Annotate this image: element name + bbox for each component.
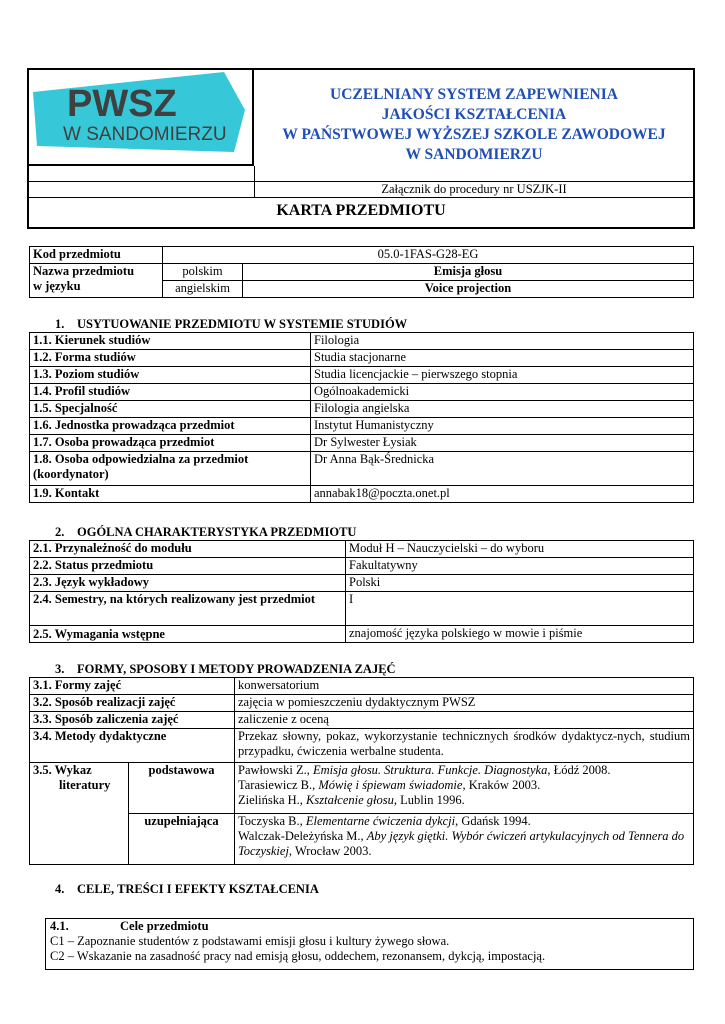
institution-title <box>255 85 693 165</box>
lit-rest: , Kraków 2003. <box>462 778 541 792</box>
institution-line: W PAŃSTWOWEJ WYŻSZEJ SZKOLE ZAWODOWEJ <box>282 126 666 143</box>
subject-table <box>29 246 694 298</box>
section-4-table <box>45 918 694 970</box>
document-title: KARTA PRZEDMIOTU <box>276 202 446 219</box>
lit-author: Zielińska H., <box>238 793 307 807</box>
lit-author: Walczak-Deleżyńska M., <box>238 829 367 843</box>
row-label: 1.2. Forma studiów <box>30 350 311 367</box>
pwsz-logo <box>29 70 252 164</box>
row-value: Instytut Humanistyczny <box>311 418 694 435</box>
row-value: znajomość języka polskiego w mowie i piśmie <box>346 626 694 643</box>
lang-english: angielskim <box>163 281 243 298</box>
subject-code-value: 05.0-1FAS-G28-EG <box>163 247 694 264</box>
subject-name-label <box>30 264 163 298</box>
row-value: Dr Sylwester Łysiak <box>311 435 694 452</box>
row-value: Ogólnoakademicki <box>311 384 694 401</box>
section-title: OGÓLNA CHARAKTERYSTYKA PRZEDMIOTU <box>77 525 357 539</box>
lit-author: Pawłowski Z., <box>238 763 313 777</box>
goals-number: 4.1. <box>50 919 69 933</box>
section-2-table <box>29 540 694 643</box>
lit-title: Aby język giętki. Wybór ćwiczeń artykulacyjnych od Tennera do Toczyskiej <box>238 829 685 858</box>
literature-entry <box>238 778 690 793</box>
goals-label: Cele przedmiotu <box>120 919 209 933</box>
row-value: zajęcia w pomieszczeniu dydaktycznym PWSZ <box>235 695 694 712</box>
row-value: zaliczenie z oceną <box>235 712 694 729</box>
lit-author: Toczyska B., <box>238 814 306 828</box>
row-label: 1.9. Kontakt <box>30 486 311 503</box>
section-title: FORMY, SPOSOBY I METODY PROWADZENIA ZAJĘĆ <box>77 662 396 676</box>
row-label: 3.3. Sposób zaliczenia zajęć <box>30 712 235 729</box>
row-label: 1.4. Profil studiów <box>30 384 311 401</box>
literature-label-line: literatury <box>59 778 111 792</box>
row-label: 1.7. Osoba prowadząca przedmiot <box>30 435 311 452</box>
section-1-table <box>29 332 694 503</box>
row-label: 1.5. Specjalność <box>30 401 311 418</box>
attachment-note: Załącznik do procedury nr USZJK-II <box>381 182 567 196</box>
row-value: Filologia angielska <box>311 401 694 418</box>
lit-title: Emisja głosu. Struktura. Funkcje. Diagnostyka <box>313 763 548 777</box>
lit-rest: , Lublin 1996. <box>393 793 465 807</box>
literature-extra-label: uzupełniająca <box>129 814 235 865</box>
row-label: 2.5. Wymagania wstępne <box>30 626 346 643</box>
literature-basic-label: podstawowa <box>129 763 235 814</box>
row-value: I <box>346 592 694 626</box>
subject-name-label-line: w języku <box>33 279 81 293</box>
section-number: 1. <box>55 317 65 331</box>
row-label: 1.8. Osoba odpowiedzialna za przedmiot (koordynator) <box>30 452 311 486</box>
row-label: 1.1. Kierunek studiów <box>30 333 311 350</box>
row-label: 1.6. Jednostka prowadząca przedmiot <box>30 418 311 435</box>
institution-line: UCZELNIANY SYSTEM ZAPEWNIENIA <box>330 86 618 103</box>
row-label: 2.3. Język wykładowy <box>30 575 346 592</box>
section-3-heading <box>55 662 396 677</box>
section-3-table <box>29 677 694 865</box>
lit-title: Elementarne ćwiczenia dykcji <box>305 814 456 828</box>
row-label: 2.4. Semestry, na których realizowany jest przedmiot <box>30 592 346 626</box>
literature-extra-list <box>235 814 694 865</box>
lit-rest: , Łódź 2008. <box>547 763 611 777</box>
logo-box <box>29 70 254 166</box>
row-value: Fakultatywny <box>346 558 694 575</box>
section-number: 4. <box>55 882 65 896</box>
literature-entry <box>238 763 690 778</box>
row-value: Studia stacjonarne <box>311 350 694 367</box>
row-label: 2.1. Przynależność do modułu <box>30 541 346 558</box>
row-value: Studia licencjackie – pierwszego stopnia <box>311 367 694 384</box>
institution-line: W SANDOMIERZU <box>405 146 543 163</box>
logo-text-pwsz: PWSZ <box>67 83 177 125</box>
subject-name-en: Voice projection <box>243 281 694 298</box>
lit-title: Mówię i śpiewam świadomie <box>318 778 463 792</box>
section-1-heading <box>55 317 407 332</box>
section-4-heading <box>55 882 319 897</box>
section-title: USYTUOWANIE PRZEDMIOTU W SYSTEMIE STUDIÓW <box>77 317 408 331</box>
row-label: 3.4. Metody dydaktyczne <box>30 729 235 763</box>
row-value: Polski <box>346 575 694 592</box>
goals-heading <box>50 919 690 934</box>
section-title: CELE, TREŚCI I EFEKTY KSZTAŁCENIA <box>77 882 319 896</box>
literature-entry <box>238 829 690 859</box>
row-value: Przekaz słowny, pokaz, wykorzystanie technicznych środków dydaktycz-nych, studium przypadku, ćwiczenia werbalne studenta. <box>235 729 694 763</box>
literature-basic-list <box>235 763 694 814</box>
section-number: 3. <box>55 662 65 676</box>
logo-text-city: W SANDOMIERZU <box>63 124 227 145</box>
goal-item: C2 – Wskazanie na zasadność pracy nad emisją głosu, oddechem, rezonansem, dykcją, impostacją. <box>50 949 546 963</box>
goals-cell <box>46 919 694 970</box>
subject-code-label: Kod przedmiotu <box>30 247 163 264</box>
lang-polish: polskim <box>163 264 243 281</box>
lit-author: Tarasiewicz B., <box>238 778 319 792</box>
lit-title: Kształcenie głosu <box>306 793 394 807</box>
literature-entry <box>238 793 690 808</box>
literature-label-line: 3.5. Wykaz <box>33 763 92 777</box>
header-divider <box>29 197 693 198</box>
lit-rest: , Wrocław 2003. <box>288 844 372 858</box>
row-value: annabak18@poczta.onet.pl <box>311 486 694 503</box>
section-number: 2. <box>55 525 65 539</box>
literature-entry <box>238 814 690 829</box>
row-label: 2.2. Status przedmiotu <box>30 558 346 575</box>
section-2-heading <box>55 525 356 540</box>
row-value: Dr Anna Bąk-Średnicka <box>311 452 694 486</box>
row-value: Filologia <box>311 333 694 350</box>
row-value: Moduł H – Nauczycielski – do wyboru <box>346 541 694 558</box>
subject-name-pl: Emisja głosu <box>243 264 694 281</box>
row-label: 3.2. Sposób realizacji zajęć <box>30 695 235 712</box>
row-value: konwersatorium <box>235 678 694 695</box>
literature-label <box>30 763 129 865</box>
lit-rest: , Gdańsk 1994. <box>455 814 531 828</box>
institution-line: JAKOŚCI KSZTAŁCENIA <box>381 106 567 123</box>
row-label: 1.3. Poziom studiów <box>30 367 311 384</box>
goal-item: C1 – Zapoznanie studentów z podstawami emisji głosu i kultury żywego słowa. <box>50 934 450 948</box>
row-label: 3.1. Formy zajęć <box>30 678 235 695</box>
subject-name-label-line: Nazwa przedmiotu <box>33 264 135 278</box>
